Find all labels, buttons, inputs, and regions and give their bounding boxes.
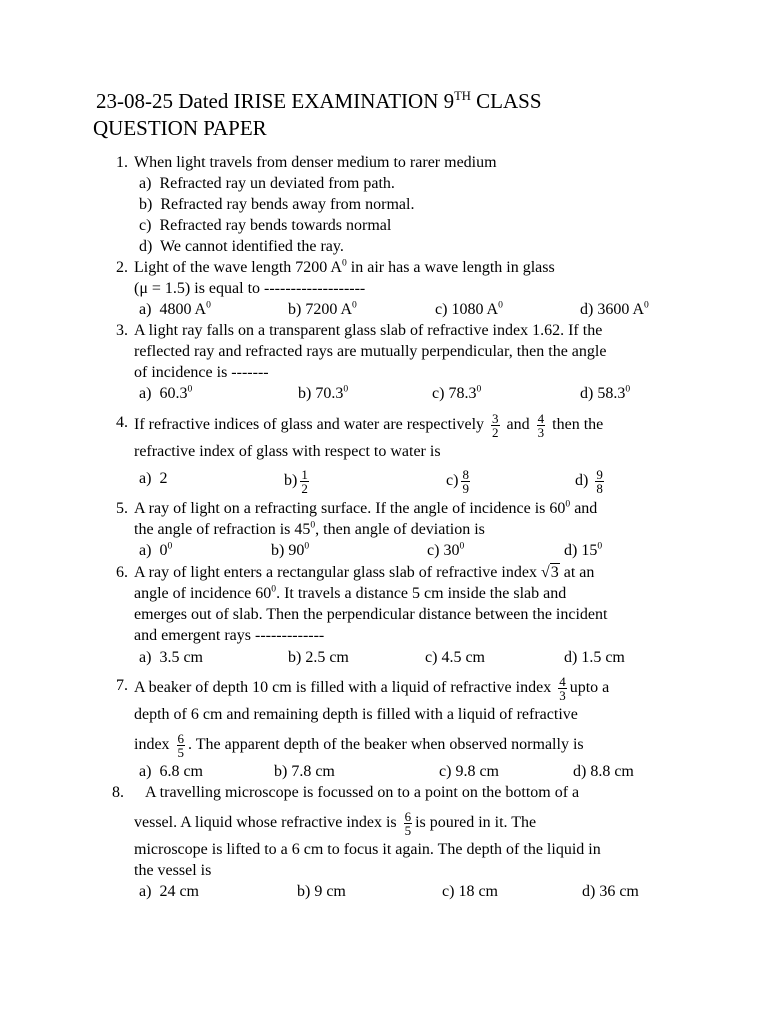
option: a) 6.8 cm (139, 763, 203, 780)
question-number: 6. (116, 564, 128, 581)
title-line-1: 23-08-25 Dated IRISE EXAMINATION 9TH CLASS (96, 89, 542, 113)
option: b) $90^0$ (271, 540, 310, 559)
question-text: Light of the wave length 7200 $A^0$ in air has a wave length in glass (134, 257, 555, 276)
option: c) 18 cm (442, 883, 498, 900)
question-text-line: the angle of refraction is $45^0$, then angle of deviation is (134, 519, 485, 538)
question-number: 3. (116, 322, 128, 339)
fraction: $\frac{3}{2}$ (492, 411, 499, 440)
option: a) 2 (139, 470, 168, 487)
option: d) 36 cm (582, 883, 639, 900)
option: a) 24 cm (139, 883, 199, 900)
question-text-line: emerges out of slab. Then the perpendicular distance between the incident (134, 606, 608, 623)
question-text: A beaker of depth 10 cm is filled with a liquid of refractive index $\frac{4}{3}$ upto a (134, 674, 610, 703)
option: c) Refracted ray bends towards normal (139, 217, 392, 234)
question-text-line: angle of incidence $60^0$. It travels a distance 5 cm inside the slab and (134, 583, 567, 602)
question-text-line: the vessel is (134, 862, 212, 879)
fraction: $\frac{9}{8}$ (596, 467, 603, 496)
question-text: A ray of light on a refracting surface. If the angle of incidence is $60^0$ and (134, 498, 598, 517)
question-number: 5. (116, 500, 128, 517)
option: d) 1.5 cm (564, 649, 625, 666)
question-text: A light ray falls on a transparent glass slab of refractive index 1.62. If the (134, 322, 603, 339)
page-title (93, 88, 542, 142)
fraction: $\frac{4}{3}$ (537, 411, 545, 440)
option: c) 4.5 cm (425, 649, 485, 666)
option: d) $15^0$ (564, 540, 603, 559)
option: a) Refracted ray un deviated from path. (139, 175, 395, 192)
option: c) 1080 $A^0$ (435, 299, 503, 318)
option: b) 70.3$^0$ (298, 383, 349, 402)
option: c) $\frac{8}{9}$ (446, 467, 469, 496)
question-number: 1. (116, 154, 128, 171)
option: d) 8.8 cm (573, 763, 634, 780)
question-text-line: of incidence is ------- (134, 364, 269, 381)
fraction: $\frac{1}{2}$ (301, 467, 308, 496)
option: b) 2.5 cm (288, 649, 349, 666)
option: b) 7.8 cm (274, 763, 335, 780)
question-text: A travelling microscope is focussed on to a point on the bottom of a (145, 784, 580, 801)
option: c) 78.3$^0$ (432, 383, 482, 402)
question-text: A ray of light enters a rectangular glass slab of refractive index √3 at an (134, 564, 595, 581)
option: c) 9.8 cm (439, 763, 499, 780)
option: d) We cannot identified the ray. (139, 238, 344, 255)
fraction: $\frac{6}{5}$ (404, 809, 412, 838)
option: b) $\frac{1}{2}$ (284, 467, 308, 496)
question-text-line: index $\frac{6}{5}$ . The apparent depth of the beaker when observed normally is (134, 731, 584, 760)
option: b) 9 cm (297, 883, 346, 900)
question-number: 8. (112, 784, 124, 801)
question-text-line: (μ = 1.5) is equal to ------------------- (134, 280, 366, 297)
option: c) $30^0$ (427, 540, 465, 559)
question-text-line: vessel. A liquid whose refractive index is $\frac{6}{5}$ is poured in it. The (134, 809, 537, 838)
question-text: If refractive indices of glass and water are respectively $\frac{3}{2}$ and $\frac{4}{3}$ then the (134, 411, 604, 440)
option: a) 60.3$^0$ (139, 383, 193, 402)
question-text-line: reflected ray and refracted rays are mutually perpendicular, then the angle (134, 343, 607, 360)
title-line-2: QUESTION PAPER (93, 116, 267, 140)
fraction: $\frac{4}{3}$ (559, 674, 566, 703)
question-number: 7. (116, 677, 128, 694)
option: d) $\frac{9}{8}$ (575, 467, 603, 496)
option: a) 3.5 cm (139, 649, 203, 666)
question-text-line: refractive index of glass with respect to water is (134, 443, 441, 460)
fraction: $\frac{8}{9}$ (462, 467, 469, 496)
option: b) 7200 $A^0$ (288, 299, 357, 318)
question-text-line: and emergent rays ------------- (134, 627, 325, 644)
square-root: √3 (540, 564, 559, 581)
option: a) $0^0$ (139, 540, 173, 559)
option: b) Refracted ray bends away from normal. (139, 196, 415, 213)
option: d) 3600 $A^0$ (580, 299, 649, 318)
question-number: 4. (116, 414, 128, 431)
option: d) 58.3$^0$ (580, 383, 631, 402)
question-text: When light travels from denser medium to rarer medium (134, 154, 497, 171)
question-text-line: depth of 6 cm and remaining depth is filled with a liquid of refractive (134, 706, 578, 723)
fraction: $\frac{6}{5}$ (177, 731, 185, 760)
question-number: 2. (116, 259, 128, 276)
option: a) 4800 $A^0$ (139, 299, 211, 318)
question-text-line: microscope is lifted to a 6 cm to focus it again. The depth of the liquid in (134, 841, 601, 858)
